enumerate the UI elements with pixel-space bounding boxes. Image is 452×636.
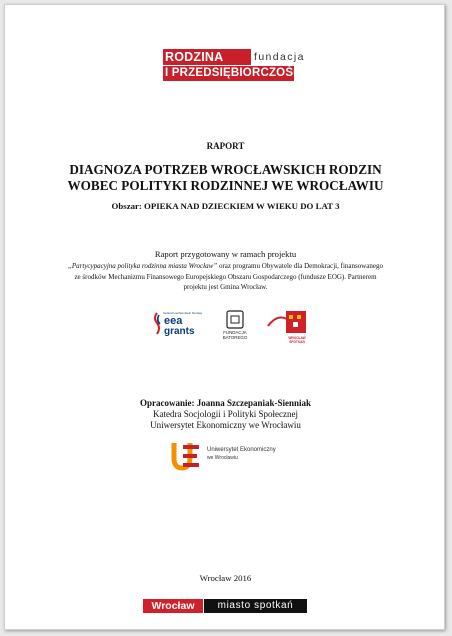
logo-line2: I PRZEDSIĘBIORCZOŚĆ <box>165 67 302 79</box>
ue-emblem-icon <box>171 441 201 471</box>
ue-line1: Uniwersytet Ekonomiczny <box>207 447 276 453</box>
logo-fundacja: fundacja <box>254 51 305 63</box>
project-name: „Partycypacyjna polityka rodzinna miasta Wrocław” <box>67 262 218 270</box>
eea-grants-logo <box>151 310 203 342</box>
ue-line2: we Wrocławiu <box>207 455 238 461</box>
prepared-text: Raport przygotowany w ramach projektu <box>154 249 297 259</box>
university-line: Uniwersytet Ekonomiczny we Wrocławiu <box>150 420 301 430</box>
ue-wroclaw-logo <box>171 441 293 471</box>
eea-word: eea <box>164 315 183 327</box>
title-line1: DIAGNOZA POTRZEB WROCŁAWSKICH RODZIN <box>69 162 382 177</box>
fundacja-batorego-logo <box>217 310 253 342</box>
report-date: Wrocław 2016 <box>199 573 252 583</box>
batory-emblem-icon <box>217 310 253 330</box>
logo-line1: RODZINA <box>165 50 224 64</box>
batory-line1: FUNDACJA <box>223 330 247 335</box>
rodzina-logo <box>163 49 303 85</box>
wroclaw-logo-text: WROCŁAW SPOTKAŃ <box>288 336 306 344</box>
eea-countries: Iceland Liechtenstein Norway <box>163 311 203 315</box>
title-line2: WOBEC POLITYKI RODZINNEJ WE WROCŁAWIU <box>67 178 384 193</box>
report-label: RAPORT <box>206 141 245 151</box>
footer-logo-red: Wrocław <box>143 599 203 613</box>
document-page <box>4 4 445 630</box>
wroclaw-emblem-icon <box>267 308 309 336</box>
report-title <box>5 162 446 194</box>
project-description <box>65 261 386 293</box>
project-desc-text: oraz programu Obywatele dla Demokracji, finansowanego ze środków Mechanizmu Finansowego Europejskiego Obszaru Gospodarczego (fundusze EOG). Partnerem projektu jest Gmina Wrocław. <box>74 262 383 291</box>
department-line: Katedra Socjologii i Polityki Społecznej <box>153 409 298 419</box>
grants-word: grants <box>164 326 195 337</box>
footer-logo-black: miasto spotkań <box>204 599 307 613</box>
authors-block <box>5 398 446 431</box>
wroclaw-logo <box>267 308 309 342</box>
batory-line2: BATOREGO <box>222 335 248 340</box>
wroclaw-miasto-spotkan-logo <box>143 599 307 613</box>
report-area: Obszar: OPIEKA NAD DZIECKIEM W WIEKU DO LAT 3 <box>111 201 340 211</box>
author-line: Opracowanie: Joanna Szczepaniak-Sienniak <box>139 398 312 408</box>
